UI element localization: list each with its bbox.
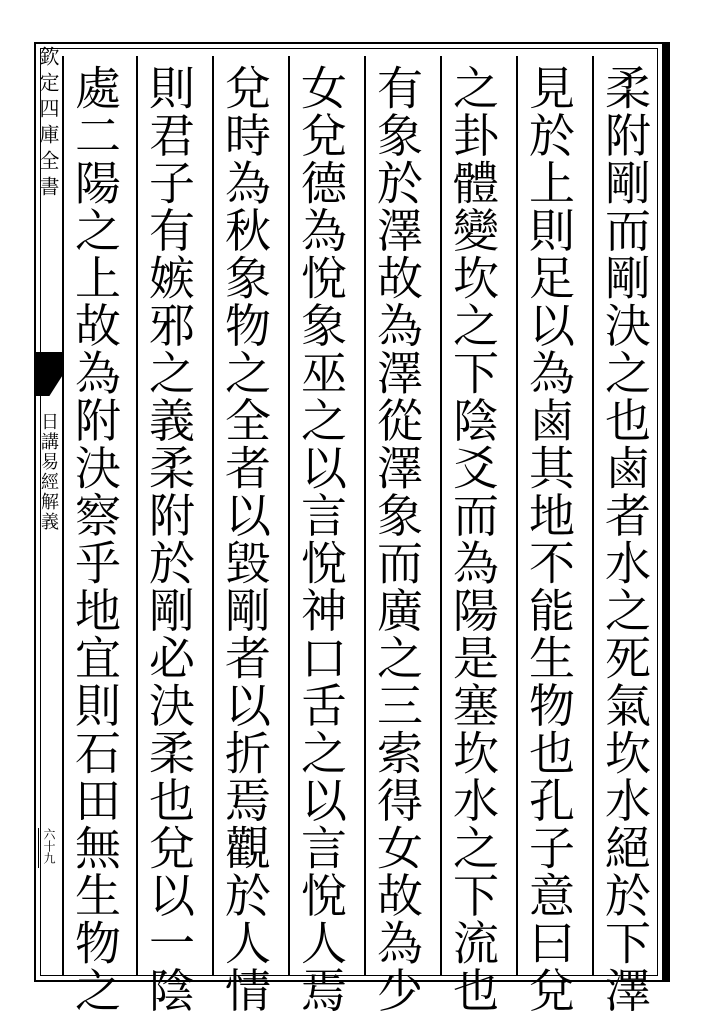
text-column-6 bbox=[212, 56, 274, 1014]
column-text: 則君子有嫉邪之義柔附於剛必決柔也兌以一陰 bbox=[142, 64, 196, 1014]
right-border-rule bbox=[664, 42, 670, 982]
text-column-3 bbox=[440, 56, 502, 1014]
column-text: 見於上則足以為鹵其地不能生物也孔子意曰兌 bbox=[522, 64, 576, 1014]
page-number: 六十九 bbox=[38, 828, 59, 868]
text-column-7 bbox=[136, 56, 198, 1014]
fishtail-mark-icon bbox=[34, 352, 62, 396]
text-column-4 bbox=[364, 56, 426, 1014]
column-text: 之卦體變坎之下陰爻而為陽是塞坎水之下流也 bbox=[446, 64, 500, 1014]
column-text: 柔附剛而剛決之也鹵者水之死氣坎水絕於下澤 bbox=[598, 64, 652, 1014]
page-spine bbox=[34, 46, 62, 978]
book-title: 日講易經解義 bbox=[38, 412, 59, 532]
text-column-8 bbox=[62, 56, 124, 1014]
collection-title: 欽定四庫全書 bbox=[36, 46, 60, 202]
column-text: 兌時為秋象物之全者以毀剛者以折焉觀於人情 bbox=[218, 64, 272, 1014]
column-text: 女兌德為悅象巫之以言悅神口舌之以言悅人焉 bbox=[294, 64, 348, 1014]
column-text: 有象於澤故為澤從澤象而廣之三索得女故為少 bbox=[370, 64, 424, 1014]
column-text: 處二陽之上故為附決察乎地宜則石田無生物之 bbox=[68, 64, 122, 1014]
text-column-2 bbox=[516, 56, 578, 1014]
text-column-5 bbox=[288, 56, 350, 1014]
text-column-1 bbox=[592, 56, 654, 1014]
